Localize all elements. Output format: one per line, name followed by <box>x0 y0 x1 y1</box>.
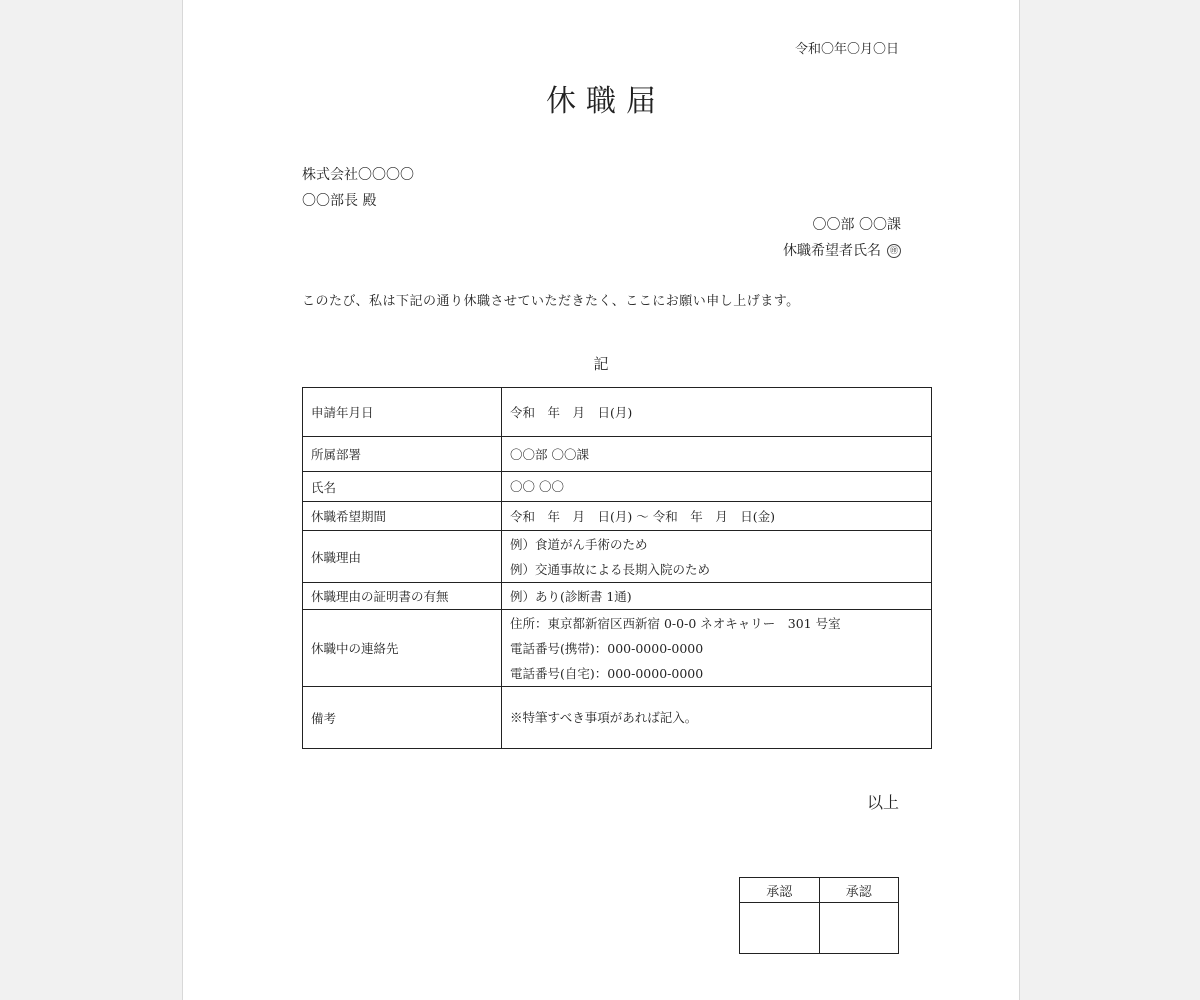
row-label: 申請年月日 <box>303 388 502 437</box>
row-label: 休職理由 <box>303 531 502 583</box>
table-row <box>303 388 932 437</box>
approval-stamp-box <box>819 903 899 954</box>
row-label: 休職中の連絡先 <box>303 610 502 687</box>
row-value-line: 〇〇部 〇〇課 <box>510 446 589 462</box>
closing-mark: 以上 <box>866 793 899 812</box>
row-label: 休職希望期間 <box>303 502 502 531</box>
row-value <box>502 437 932 472</box>
row-label: 氏名 <box>303 472 502 502</box>
applicant-department: 〇〇部 〇〇課 <box>812 217 901 233</box>
document-title: 休職届 <box>546 84 666 119</box>
row-value-line: 電話番号(携帯)：000-0000-0000 <box>510 640 704 656</box>
applicant-name-label: 休職希望者氏名 <box>783 243 881 259</box>
ki-heading: 記 <box>593 355 609 373</box>
row-value-line: 令和 年 月 日(月) <box>510 404 633 420</box>
approval-stamp-row <box>740 903 899 954</box>
recipient-company: 株式会社〇〇〇〇 <box>302 167 414 183</box>
row-value-line: 例）交通事故による長期入院のため <box>510 561 711 577</box>
approval-header-row <box>740 878 899 903</box>
seal-icon: ㊞ <box>887 244 901 258</box>
table-row <box>303 472 932 502</box>
row-value-line: 例）あり(診断書 1通) <box>510 588 632 604</box>
approval-header: 承認 <box>819 878 899 903</box>
row-value-line: 住所：東京都新宿区西新宿 0-0-0 ネオキャリー 301 号室 <box>510 615 841 631</box>
row-value-line: 〇〇 〇〇 <box>510 479 564 494</box>
row-value <box>502 583 932 610</box>
table-row <box>303 437 932 472</box>
intro-sentence: このたび、私は下記の通り休職させていただきたく、ここにお願い申し上げます。 <box>302 294 800 309</box>
table-row <box>303 502 932 531</box>
row-value-line: ※特筆すべき事項があれば記入。 <box>510 710 698 725</box>
row-value <box>502 472 932 502</box>
row-label: 所属部署 <box>303 437 502 472</box>
recipient-manager: 〇〇部長 殿 <box>302 193 377 209</box>
table-row <box>303 687 932 749</box>
row-label: 休職理由の証明書の有無 <box>303 583 502 610</box>
submission-date: 令和〇年〇月〇日 <box>794 42 899 57</box>
table-row <box>303 531 932 583</box>
leave-details-table <box>302 387 932 749</box>
approval-header: 承認 <box>740 878 820 903</box>
row-value <box>502 687 932 749</box>
approval-stamp-box <box>740 903 820 954</box>
row-value <box>502 531 932 583</box>
applicant-name-line <box>783 240 901 260</box>
table-row <box>303 583 932 610</box>
row-value <box>502 502 932 531</box>
row-value-line: 令和 年 月 日(月) ～ 令和 年 月 日(金) <box>510 508 775 524</box>
approval-stamp-table <box>739 877 899 954</box>
document-page <box>182 0 1020 1000</box>
row-label: 備考 <box>303 687 502 749</box>
row-value <box>502 610 932 687</box>
row-value-line: 電話番号(自宅)：000-0000-0000 <box>510 665 704 681</box>
row-value-line: 例）食道がん手術のため <box>510 536 648 552</box>
table-row <box>303 610 932 687</box>
row-value <box>502 388 932 437</box>
